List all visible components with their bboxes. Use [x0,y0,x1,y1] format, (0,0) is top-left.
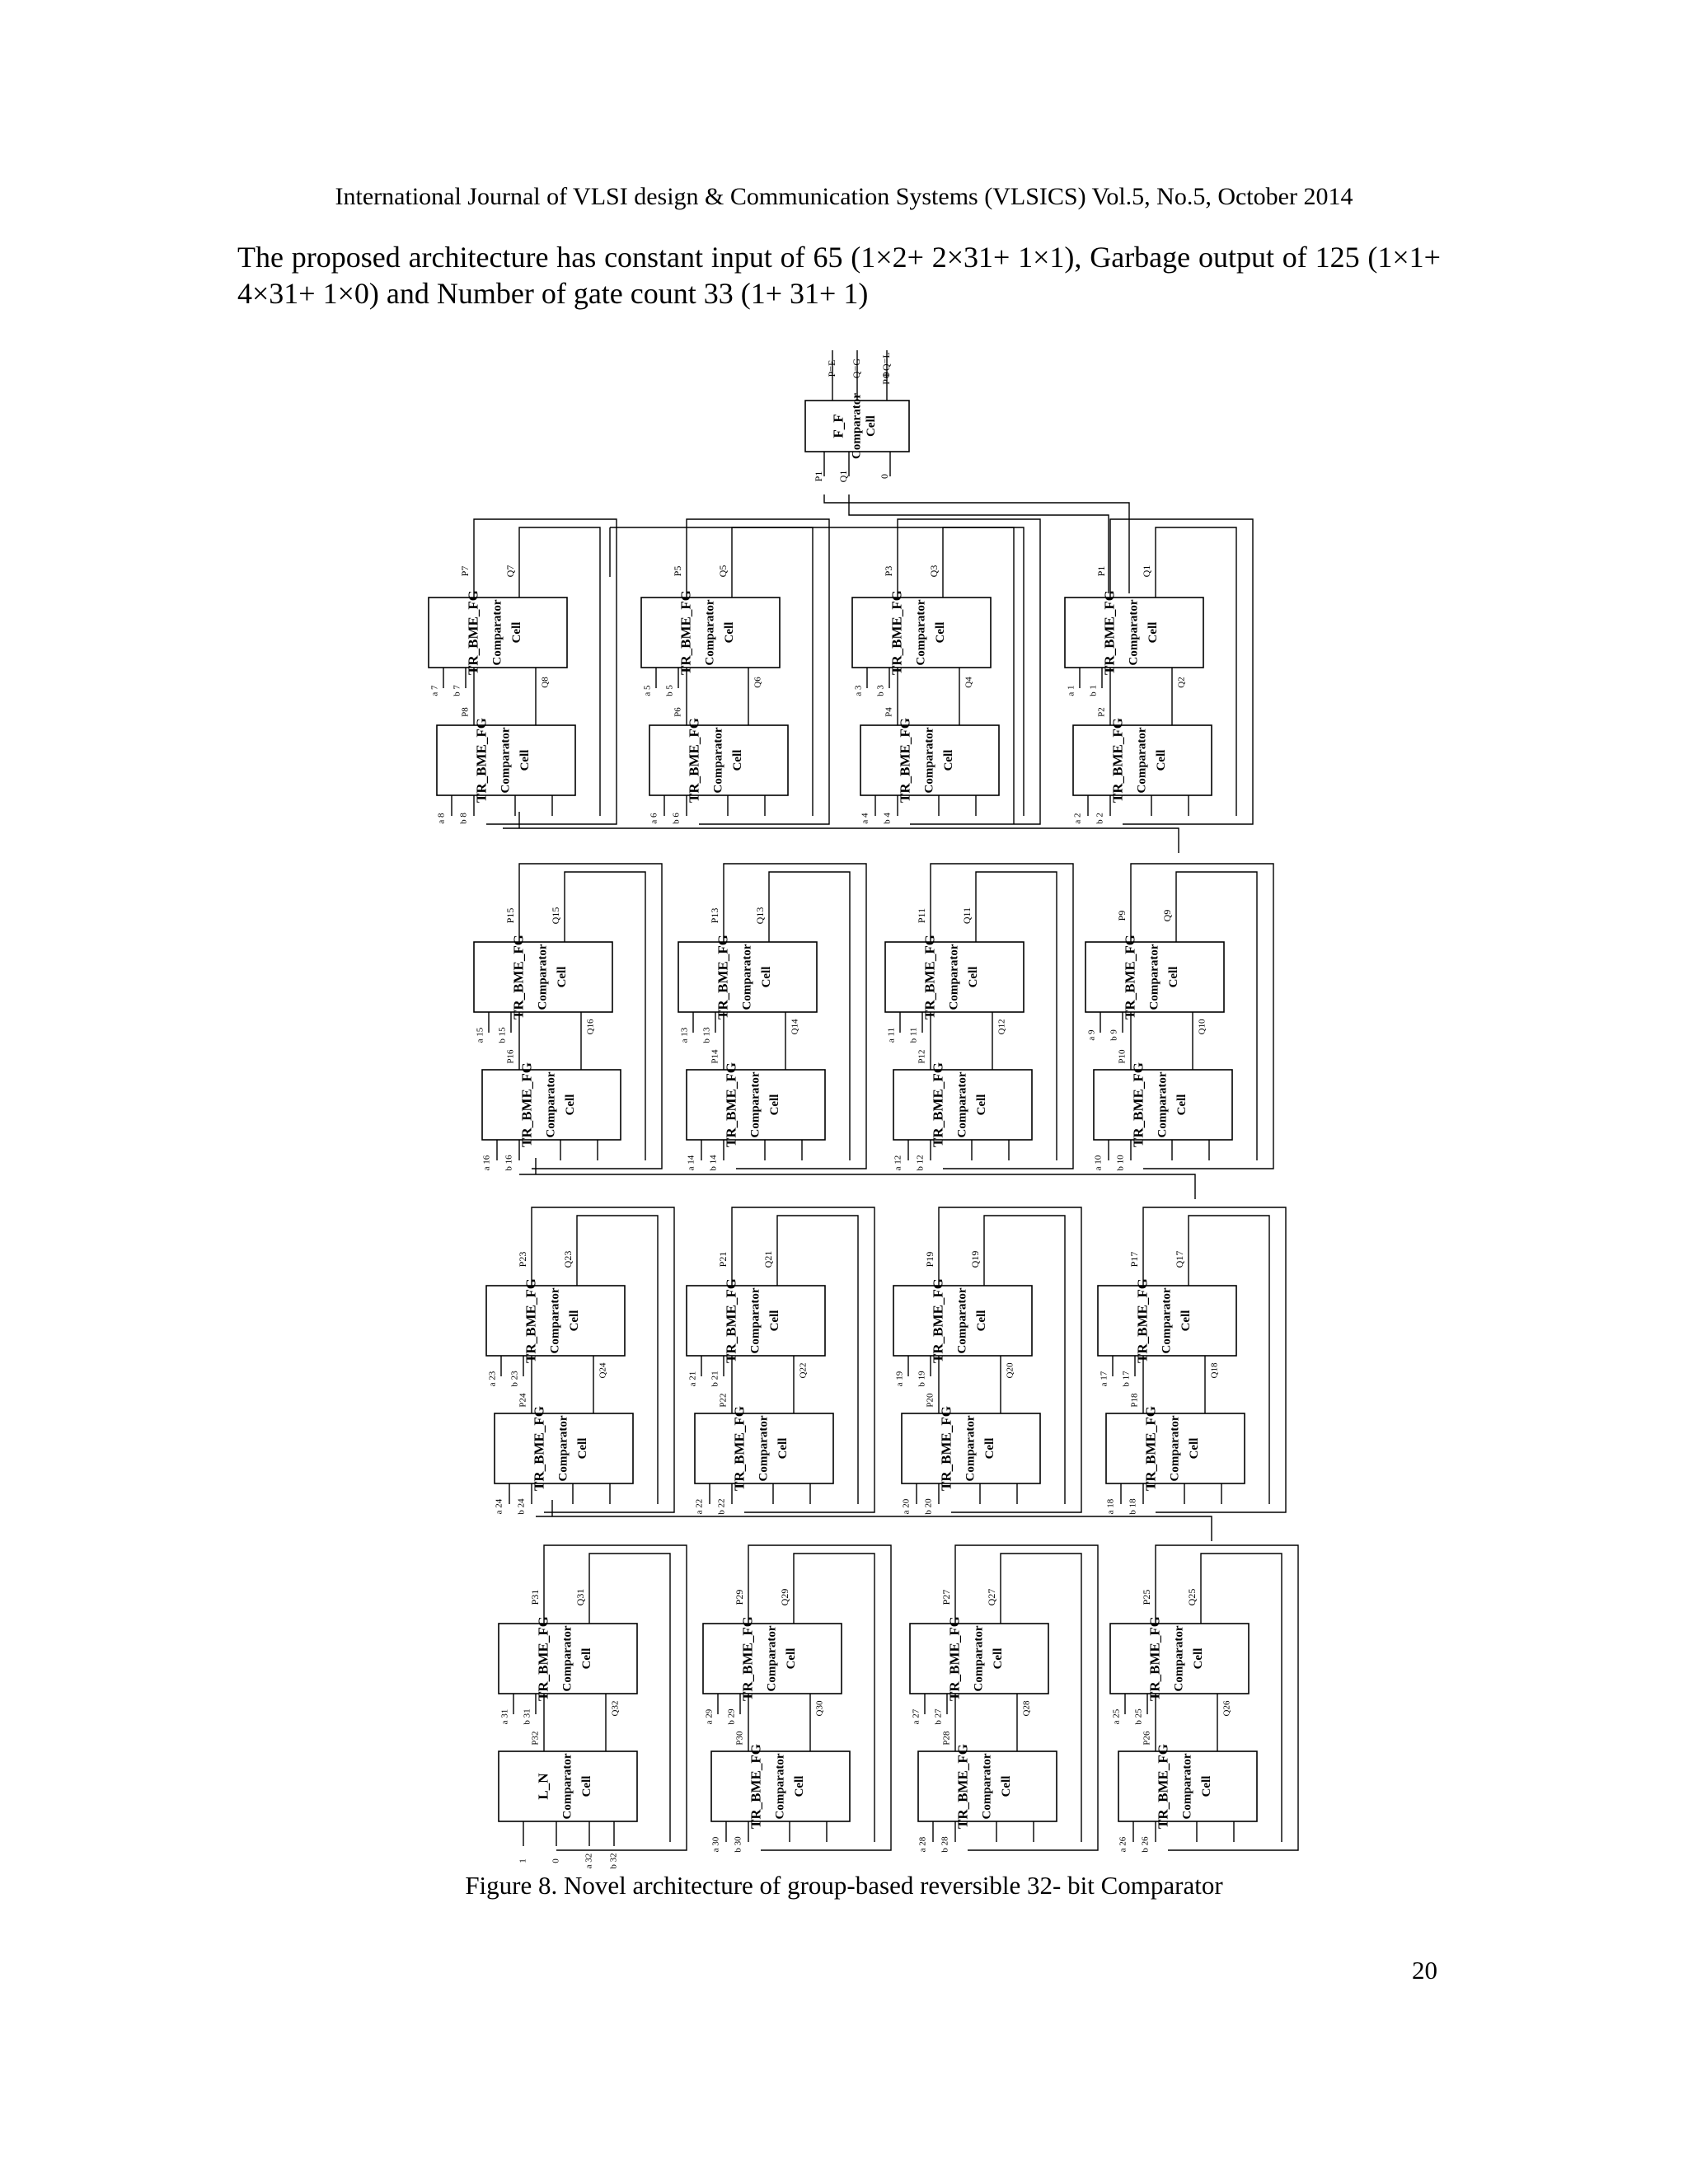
output-label-p: P32 [530,1731,541,1746]
output-label-p: P7 [458,565,471,577]
cell-label: Comparator [765,1625,779,1692]
input-label-a: a 26 [1118,1836,1128,1853]
input-label-a: a 27 [911,1708,921,1725]
cell-label: Comparator [560,1625,574,1692]
output-label-p: P18 [1129,1393,1140,1408]
output-label-q: Q1 [1140,565,1152,578]
input-label-b: b 11 [908,1027,919,1043]
cell-label: Cell [730,749,744,771]
output-label-q: Q14 [790,1019,800,1035]
output-label-p: P15 [504,907,516,924]
wire-path [536,1516,1212,1541]
cell-label: Cell [579,1775,593,1797]
input-label-b: b 22 [716,1498,727,1515]
cell-label: Cell [759,966,773,988]
wire-path [519,1174,1195,1199]
cell-label: Cell [579,1647,593,1670]
cell-label: Cell [865,415,879,437]
output-label-p: P2 [1096,707,1107,717]
wire-path [849,494,1109,593]
cell-label: TR_BME_FG [535,1616,551,1701]
cell-label: Comparator [536,944,550,1010]
cell-label: Comparator [499,727,513,794]
output-label-q: Q18 [1209,1362,1220,1379]
cell-label: Cell [776,1437,790,1460]
output-label-q: Q27 [985,1588,997,1606]
output-label-p: P5 [671,565,683,577]
input-label-b: b 31 [522,1708,532,1725]
input-label-b: b 29 [726,1708,737,1725]
cell-label: Cell [575,1437,589,1460]
ln-input-label: b 32 [608,1853,619,1869]
cell-label: Comparator [748,1071,762,1138]
tr-bme-fg-cell [482,1062,621,1147]
wire-path [503,828,1179,853]
input-label-b: b 19 [917,1371,927,1387]
cell-label: Cell [1187,1437,1201,1460]
tr-bme-fg-cell [1085,935,1224,1019]
input-label-b: b 1 [1088,685,1099,696]
cell-label: TR_BME_FG [739,1616,756,1701]
cell-label: Cell [1154,749,1168,771]
cell-label: Comparator [548,1287,562,1354]
input-label-a: a 19 [894,1371,905,1387]
input-label-b: b 10 [1115,1155,1126,1171]
tr-bme-fg-cell [499,1616,637,1701]
input-label-a: a 5 [642,685,653,696]
input-label-a: a 23 [487,1371,498,1387]
ff-input-label: Q1 [837,470,849,483]
input-label-b: b 12 [915,1155,926,1171]
output-label-q: Q29 [778,1588,790,1606]
cell-label: TR_BME_FG [678,590,694,675]
input-label-a: a 17 [1099,1371,1109,1387]
output-label-p: P31 [528,1589,541,1605]
input-label-b: b 30 [733,1836,743,1853]
cell-label: Comparator [914,599,928,666]
cell-label: Comparator [1172,1625,1186,1692]
cell-label: Comparator [850,393,864,459]
input-label-b: b 18 [1128,1498,1138,1515]
input-label-b: b 6 [671,813,682,824]
output-label-q: Q13 [753,907,766,925]
input-label-b: b 9 [1109,1029,1119,1041]
cell-label: L_N [535,1773,551,1800]
output-label-p: P9 [1115,910,1128,921]
cell-label: TR_BME_FG [510,935,527,1019]
cell-label: Comparator [1160,1287,1174,1354]
cell-label: Comparator [980,1753,994,1820]
output-label-q: Q23 [561,1250,574,1268]
cell-label: TR_BME_FG [930,1278,946,1363]
input-label-b: b 7 [452,685,462,696]
tr-bme-fg-cell [1106,1406,1245,1491]
ff-input-label: P1 [812,471,824,482]
tr-bme-fg-cell [918,1744,1057,1829]
input-label-b: b 24 [516,1498,527,1515]
cell-label: TR_BME_FG [748,1744,764,1829]
input-label-b: b 15 [497,1027,508,1043]
ln-comparator-cell [499,1751,637,1821]
cell-label: Cell [974,1094,988,1116]
cell-label: Cell [941,749,955,771]
output-label-p: P24 [518,1393,528,1408]
tr-bme-fg-cell [486,1278,625,1363]
tr-bme-fg-cell [893,1278,1032,1363]
output-label-p: P3 [882,565,894,577]
tr-bme-fg-cell [678,935,817,1019]
input-label-a: a 30 [710,1836,721,1853]
output-label-q: Q15 [549,907,561,925]
input-label-a: a 25 [1111,1708,1122,1725]
output-label-q: Q3 [927,565,940,578]
cell-label: Cell [792,1775,806,1797]
cell-label: TR_BME_FG [1122,935,1138,1019]
cell-label: TR_BME_FG [1146,1616,1163,1701]
output-label-p: P12 [917,1049,927,1064]
cell-label: Cell [567,1310,581,1332]
journal-header: International Journal of VLSI design & Communication Systems (VLSICS) Vol.5, No.5, October 2014 [335,183,1353,210]
cell-label: Comparator [711,727,725,794]
input-label-a: a 4 [860,813,870,824]
cell-label: Comparator [757,1415,771,1482]
input-label-b: b 28 [940,1836,950,1853]
tr-bme-fg-cell [495,1406,633,1491]
tr-bme-fg-cell [429,590,567,675]
tr-bme-fg-cell [437,718,575,803]
output-label-q: Q4 [964,677,974,688]
output-label-p: P21 [716,1251,729,1268]
cell-label: TR_BME_FG [938,1406,954,1491]
cell-label: Comparator [1135,727,1149,794]
input-label-b: b 3 [875,685,886,696]
tr-bme-fg-cell [703,1616,842,1701]
cell-label: TR_BME_FG [731,1406,748,1491]
input-label-a: a 22 [694,1498,705,1515]
output-label-q: Q2 [1176,677,1187,688]
cell-label: Cell [1199,1775,1213,1797]
input-label-b: b 21 [710,1371,720,1387]
cell-label: Cell [767,1094,781,1116]
cell-label: TR_BME_FG [1130,1062,1146,1147]
output-label-p: P16 [505,1049,516,1064]
output-label-q: Q26 [1221,1700,1232,1717]
input-label-a: a 28 [917,1836,928,1853]
output-label-q: Q21 [762,1250,774,1268]
cell-label: TR_BME_FG [473,718,490,803]
cell-label: Cell [1146,621,1160,644]
input-label-b: b 5 [664,685,675,696]
output-label-p: P25 [1140,1589,1152,1605]
cell-label: Cell [933,621,947,644]
body-paragraph: The proposed architecture has constant input of 65 (1×2+ 2×31+ 1×1), Garbage output of 125 (1×1+ 4×31+ 1×0) and Number of gate count 33 (1+ 31+ 1) [237,241,1441,310]
cell-label: Cell [518,749,532,771]
input-label-a: a 3 [853,685,864,696]
cell-label: Cell [555,966,569,988]
cell-label: Cell [991,1647,1005,1670]
input-label-a: a 8 [436,813,447,824]
cell-label: TR_BME_FG [1155,1744,1171,1829]
ff-output-label: P=E [825,359,837,377]
cell-label: Comparator [922,727,936,794]
input-label-a: a 14 [686,1155,696,1171]
cell-label: TR_BME_FG [954,1744,971,1829]
cell-label: Comparator [740,944,754,1010]
output-label-q: Q11 [960,907,973,925]
output-label-p: P10 [1117,1049,1128,1064]
cell-label: TR_BME_FG [531,1406,547,1491]
input-label-a: a 18 [1105,1498,1116,1515]
cell-label: Cell [974,1310,988,1332]
cell-label: TR_BME_FG [686,718,702,803]
output-label-q: Q20 [1005,1362,1015,1379]
comparator-cells [429,352,1257,1868]
cell-label: Comparator [972,1625,986,1692]
input-label-b: b 4 [882,813,893,824]
input-label-a: a 1 [1066,685,1076,696]
tr-bme-fg-cell [1065,590,1203,675]
cell-label: Comparator [955,1071,969,1138]
cell-label: Comparator [1147,944,1161,1010]
cell-label: Cell [1175,1094,1189,1116]
input-label-a: a 15 [475,1027,485,1043]
cell-label: TR_BME_FG [1109,718,1126,803]
tr-bme-fg-cell [641,590,780,675]
tr-bme-fg-cell [893,1062,1032,1147]
tr-bme-fg-cell [1073,718,1212,803]
cell-label: Comparator [748,1287,762,1354]
ln-input-label: 1 [518,1858,528,1863]
output-label-q: Q17 [1173,1250,1185,1268]
tr-bme-fg-cell [687,1062,825,1147]
output-label-p: P20 [925,1393,935,1408]
cell-label: TR_BME_FG [523,1278,539,1363]
output-label-p: P17 [1128,1251,1140,1268]
input-label-b: b 17 [1121,1371,1132,1387]
tr-bme-fg-cell [695,1406,833,1491]
cell-label: TR_BME_FG [723,1062,739,1147]
output-label-q: Q7 [504,565,516,578]
tr-bme-fg-cell [649,718,788,803]
output-label-q: Q28 [1021,1700,1032,1717]
ff-comparator-cell [805,393,909,459]
tr-bme-fg-cell [852,590,991,675]
cell-label: TR_BME_FG [897,718,913,803]
output-label-q: Q9 [1160,909,1173,922]
cell-label: Cell [722,621,736,644]
input-label-b: b 2 [1095,813,1105,824]
ln-input-label: a 32 [584,1853,594,1869]
tr-bme-fg-cell [711,1744,850,1829]
output-label-p: P1 [1095,565,1107,577]
output-label-p: P26 [1142,1731,1152,1746]
cell-label: Comparator [964,1415,978,1482]
cell-label: Comparator [1156,1071,1170,1138]
cell-label: Cell [982,1437,996,1460]
input-label-b: b 27 [933,1708,944,1725]
output-label-q: Q8 [540,677,551,688]
output-label-p: P23 [516,1251,528,1268]
input-label-a: a 21 [687,1371,698,1387]
cell-label: TR_BME_FG [723,1278,739,1363]
ff-output-label: Q=G [850,358,862,379]
input-label-a: a 31 [499,1708,510,1725]
cell-label: Cell [1166,966,1180,988]
output-label-p: P19 [923,1251,935,1268]
output-label-q: Q12 [996,1019,1007,1035]
cell-label: Cell [509,621,523,644]
tr-bme-fg-cell [474,935,612,1019]
tr-bme-fg-cell [1098,1278,1236,1363]
tr-bme-fg-cell [1110,1616,1249,1701]
output-label-q: Q30 [814,1700,825,1717]
ff-output-label: P⊕Q=L [879,352,892,385]
cell-label: Cell [767,1310,781,1332]
ln-input-label: 0 [551,1858,561,1863]
input-label-b: b 8 [458,813,469,824]
cell-label: TR_BME_FG [1142,1406,1159,1491]
output-label-q: Q10 [1197,1019,1207,1035]
cell-label: TR_BME_FG [930,1062,946,1147]
output-label-q: Q5 [716,565,729,578]
cell-label: TR_BME_FG [889,590,905,675]
input-label-a: a 2 [1072,813,1083,824]
input-label-b: b 14 [708,1155,719,1171]
input-label-a: a 13 [679,1027,690,1043]
cell-label: Cell [563,1094,577,1116]
cell-label: Comparator [556,1415,570,1482]
cell-label: TR_BME_FG [1101,590,1118,675]
output-label-p: P30 [734,1731,745,1746]
input-label-a: a 29 [704,1708,715,1725]
cell-label: TR_BME_FG [465,590,481,675]
tr-bme-fg-cell [860,718,999,803]
tr-bme-fg-cell [885,935,1024,1019]
input-label-a: a 7 [429,685,440,696]
output-label-q: Q24 [598,1362,608,1379]
input-label-a: a 11 [886,1027,897,1043]
cell-label: Comparator [947,944,961,1010]
output-label-p: P11 [915,907,927,924]
cell-label: Comparator [1168,1415,1182,1482]
output-label-p: P27 [940,1589,952,1605]
input-label-a: a 9 [1086,1029,1097,1041]
figure-caption: Figure 8. Novel architecture of group-based reversible 32- bit Comparator [465,1871,1223,1900]
page-number: 20 [1412,1956,1437,1985]
input-label-b: b 16 [504,1155,514,1171]
input-label-b: b 25 [1133,1708,1144,1725]
output-label-p: P29 [733,1589,745,1605]
output-label-q: Q32 [610,1700,621,1717]
output-label-p: P22 [718,1393,729,1408]
cell-label: Cell [784,1647,798,1670]
output-label-p: P14 [710,1049,720,1064]
cell-label: TR_BME_FG [715,935,731,1019]
input-label-b: b 13 [701,1027,712,1043]
output-label-p: P8 [460,707,471,717]
output-label-p: P4 [884,707,894,717]
output-label-q: Q6 [753,677,763,688]
cell-label: Comparator [1127,599,1141,666]
input-label-a: a 20 [901,1498,912,1515]
output-label-p: P28 [941,1731,952,1746]
tr-bme-fg-cell [1118,1744,1257,1829]
output-label-q: Q16 [585,1019,596,1035]
cell-label: TR_BME_FG [1134,1278,1151,1363]
cell-label: Comparator [1180,1753,1194,1820]
output-label-q: Q22 [798,1362,809,1379]
cell-label: Cell [999,1775,1013,1797]
cell-label: Comparator [955,1287,969,1354]
output-label-q: Q19 [968,1250,981,1268]
input-label-a: a 10 [1093,1155,1104,1171]
cell-label: Comparator [544,1071,558,1138]
cell-label: F_F [830,414,846,438]
input-label-a: a 16 [481,1155,492,1171]
tr-bme-fg-cell [687,1278,825,1363]
wire-path [824,494,1129,593]
cell-label: TR_BME_FG [946,1616,963,1701]
output-label-q: Q31 [574,1588,586,1606]
cell-label: Cell [1179,1310,1193,1332]
tr-bme-fg-cell [910,1616,1048,1701]
input-label-a: a 12 [893,1155,903,1171]
tr-bme-fg-cell [1094,1062,1232,1147]
cell-label: Comparator [773,1753,787,1820]
cell-label: Cell [966,966,980,988]
input-label-a: a 6 [649,813,659,824]
cell-label: Comparator [703,599,717,666]
cell-label: TR_BME_FG [921,935,938,1019]
output-label-q: Q25 [1185,1588,1198,1606]
input-label-a: a 24 [494,1498,504,1515]
cell-label: Cell [1191,1647,1205,1670]
output-label-p: P6 [673,707,683,717]
input-label-b: b 23 [509,1371,520,1387]
output-label-p: P13 [708,907,720,924]
cell-label: TR_BME_FG [518,1062,535,1147]
input-label-b: b 26 [1140,1836,1151,1853]
ff-input-label: 0 [878,474,890,479]
tr-bme-fg-cell [902,1406,1040,1491]
cell-label: Comparator [490,599,504,666]
input-label-b: b 20 [923,1498,934,1515]
cell-label: Comparator [560,1753,574,1820]
